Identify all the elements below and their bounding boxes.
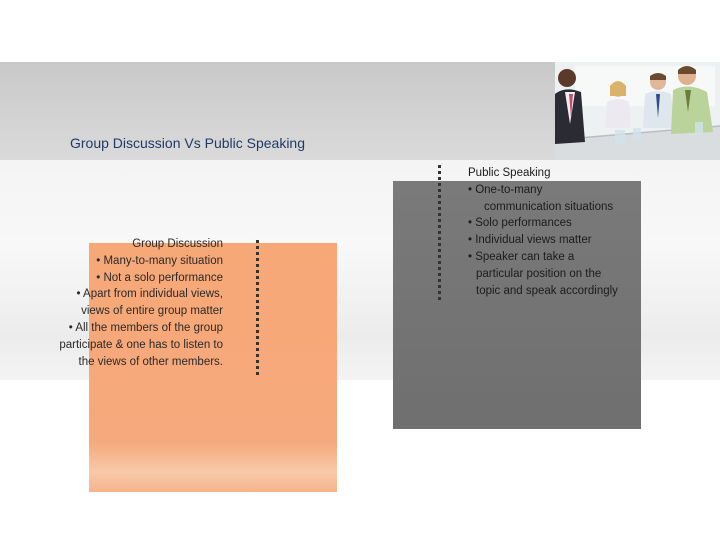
business-meeting-photo-icon <box>555 62 720 160</box>
ps-bullet-1-cont: communication situations <box>484 200 614 213</box>
gd-bullet-1: • Many-to-many situation <box>96 254 223 267</box>
ps-bullet-2: • Solo performances <box>468 217 572 230</box>
ps-bullet-1: • One-to-many <box>468 183 543 196</box>
left-divider-line <box>256 240 259 375</box>
public-speaking-text <box>468 165 668 299</box>
gd-bullet-3: • Apart from individual views, <box>76 288 223 301</box>
ps-bullet-3: • Individual views matter <box>468 234 592 247</box>
public-speaking-heading: Public Speaking <box>468 167 551 179</box>
gd-bullet-4-cont: participate & one has to listen to <box>59 338 223 351</box>
gd-bullet-4: • All the members of the group <box>68 321 223 334</box>
group-discussion-heading: Group Discussion <box>132 238 223 250</box>
group-discussion-text <box>20 236 223 370</box>
gd-bullet-2: • Not a solo performance <box>96 271 223 284</box>
page-title: Group Discussion Vs Public Speaking <box>70 135 306 151</box>
ps-bullet-4-cont2: topic and speak accordingly <box>476 284 618 297</box>
ps-bullet-4: • Speaker can take a <box>468 250 575 263</box>
gd-bullet-3-cont: views of entire group matter <box>81 305 223 318</box>
meeting-photo <box>555 62 720 160</box>
ps-bullet-4-cont: particular position on the <box>476 267 602 280</box>
right-divider-line <box>438 165 441 300</box>
gd-bullet-4-cont2: the views of other members. <box>78 355 223 368</box>
